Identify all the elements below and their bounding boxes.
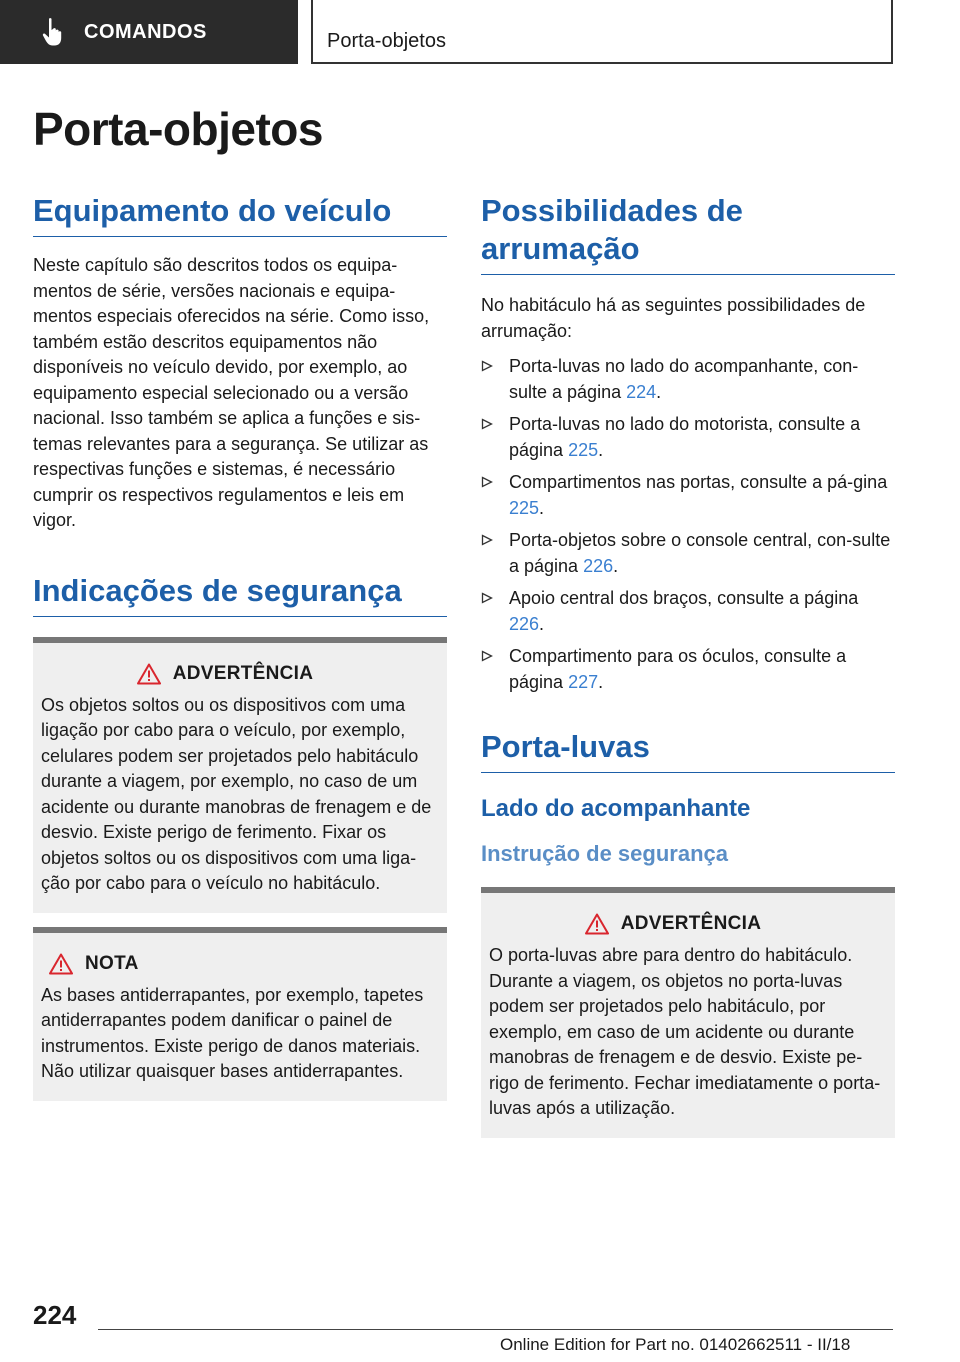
- page-title: Porta-objetos: [33, 103, 323, 155]
- footer-divider: [98, 1329, 893, 1330]
- note-box: [33, 927, 447, 1101]
- warning-title: ADVERTÊNCIA: [620, 913, 762, 934]
- triangle-bullet-icon: [481, 360, 493, 372]
- list-item-text: Porta-objetos sobre o console central, con-sulte a página: [509, 530, 891, 576]
- page-reference-link[interactable]: 226: [583, 555, 614, 576]
- warning-triangle-icon: [137, 663, 161, 685]
- storage-heading: Possibilidades de arrumação: [481, 192, 895, 275]
- warning-triangle-icon: [49, 953, 73, 975]
- page-reference-link[interactable]: 226: [509, 613, 540, 634]
- page-reference-link[interactable]: 225: [568, 439, 599, 460]
- note-text: As bases antiderrapantes, por exemplo, tapetes antiderrapantes podem danificar o painel de instrumentos. Existe perigo de danos materiais. Não utilizar quaisquer bases antiderrapantes.: [41, 984, 424, 1081]
- page-reference-link[interactable]: 225: [509, 497, 540, 518]
- page-reference-link[interactable]: 227: [568, 671, 599, 692]
- list-item: Compartimento para os óculos, consulte a página 227.: [481, 644, 895, 695]
- page-number: 224: [33, 1300, 77, 1330]
- list-item: Porta-luvas no lado do motorista, consulte a página 225.: [481, 412, 895, 463]
- list-item-text: Porta-luvas no lado do motorista, consulte a página: [509, 414, 861, 460]
- warning-text: Os objetos soltos ou os dispositivos com uma ligação por cabo para o veículo, por exemplo, celulares podem ser projetados pelo habitáculo durante a viagem, por exemplo, no caso de um acidente ou durante manobras de frenagem e de desvio. Existe perigo de ferimento. Fixar os objetos soltos ou os dispositivos com uma liga-ção por cabo para o veículo no habitáculo.: [41, 694, 432, 893]
- left-column: [33, 192, 447, 1101]
- warning-box: [33, 637, 447, 913]
- warning-title: ADVERTÊNCIA: [172, 662, 314, 684]
- chapter-label: COMANDOS: [84, 20, 207, 43]
- storage-intro: No habitáculo há as seguintes possibilidades de arrumação:: [481, 295, 866, 341]
- list-item: Apoio central dos braços, consulte a página 226.: [481, 586, 895, 637]
- triangle-bullet-icon: [481, 418, 493, 430]
- list-item: Porta-objetos sobre o console central, con-sulte a página 226.: [481, 528, 895, 579]
- safety-heading: Indicações de segurança: [33, 572, 447, 617]
- triangle-bullet-icon: [481, 592, 493, 604]
- list-item: Porta-luvas no lado do acompanhante, con-sulte a página 224.: [481, 354, 895, 405]
- safety-instruction-heading: Instrução de segurança: [481, 841, 728, 866]
- section-header: Porta-objetos: [311, 0, 893, 64]
- page-reference-link[interactable]: 224: [626, 381, 657, 402]
- list-item-text: Apoio central dos braços, consulte a página: [509, 588, 859, 608]
- glovebox-warning-box: [481, 887, 895, 1138]
- list-item: Compartimentos nas portas, consulte a pá-gina 225.: [481, 470, 895, 521]
- triangle-bullet-icon: [481, 650, 493, 662]
- note-title: NOTA: [85, 952, 139, 974]
- edition-note: Online Edition for Part no. 01402662511 - II/18: [500, 1335, 851, 1354]
- glovebox-heading: Porta-luvas: [481, 728, 895, 773]
- passenger-side-heading: Lado do acompanhante: [481, 795, 751, 822]
- equipment-heading: Equipamento do veículo: [33, 192, 447, 237]
- list-item-text: Compartimento para os óculos, consulte a página: [509, 646, 847, 692]
- chapter-tab: [0, 0, 298, 64]
- right-column: [481, 192, 895, 1138]
- equipment-paragraph: Neste capítulo são descritos todos os equipa-mentos de série, versões nacionais e equipa-mentos especiais oferecidos na série. Como isso, também estão descritos equipamentos não disponíveis no veículo devido, por exemplo, ao equipamento especial selecionado ou a versão nacional. Isso também se aplica a funções e sis-temas relevantes para a segurança. Se utilizar as respectivas funções e sistemas, é necessário cumprir os respectivos regulamentos e leis em vigor.: [33, 255, 430, 530]
- warning-triangle-icon: [585, 913, 609, 935]
- list-item-text: Porta-luvas no lado do acompanhante, con-sulte a página: [509, 356, 859, 402]
- triangle-bullet-icon: [481, 476, 493, 488]
- list-item-text: Compartimentos nas portas, consulte a pá-gina: [509, 472, 888, 492]
- warning-text: O porta-luvas abre para dentro do habitáculo. Durante a viagem, os objetos no porta-luvas podem ser projetados pelo habitáculo, por exemplo, em caso de um acidente ou durante manobras de frenagem e de desvio. Existe pe-rigo de ferimento. Fechar imediatamente o porta-luvas após a utilização.: [489, 945, 881, 1118]
- pointing-hand-icon: [40, 17, 66, 47]
- triangle-bullet-icon: [481, 534, 493, 546]
- storage-list: [481, 354, 895, 695]
